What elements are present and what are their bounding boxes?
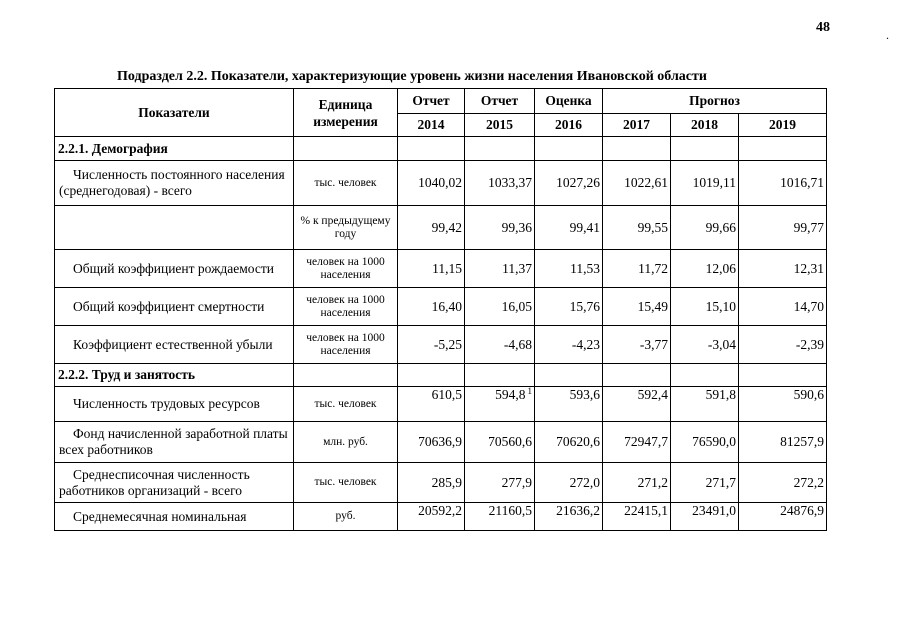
value-text: 1019,11 [692,175,736,190]
value-cell [603,250,671,288]
value-text: 20592,2 [418,503,462,518]
value-text: 70620,6 [556,434,600,449]
value-text: -4,23 [571,336,600,352]
value-text: 23491,0 [692,503,736,518]
indicator-label: Общий коэффициент смертности [55,288,294,326]
value-text: 22415,1 [624,503,668,518]
value-text: 11,72 [638,260,668,276]
value-cell [535,326,603,364]
table-row [55,250,827,288]
empty-cell [465,137,535,161]
value-text: 1040,02 [418,175,462,190]
section-label: 2.2.2. Труд и занятость [55,364,294,387]
header-estimate: Оценка [535,89,603,114]
value-cell [465,206,535,250]
value-text: 285,9 [431,474,462,490]
value-cell [465,250,535,288]
indicator-label [55,206,294,250]
value-cell [671,463,739,503]
header-year: 2018 [671,114,739,137]
value-text: 76590,0 [692,434,736,449]
empty-cell [294,364,398,387]
value-cell [739,206,827,250]
section-row [55,364,827,387]
value-cell [398,250,465,288]
section-row [55,137,827,161]
header-year: 2014 [398,114,465,137]
header-indicator: Показатели [55,89,294,137]
page-number: 48 [816,20,830,35]
value-text: 14,70 [793,298,824,314]
value-text: -5,25 [433,336,462,352]
header-report-2014: Отчет [398,89,465,114]
indicator-label: Численность постоянного населения (среднегодовая) - всего [55,161,294,206]
value-text: 1022,61 [624,175,668,190]
value-text: 271,2 [637,474,668,490]
value-cell [535,463,603,503]
value-cell [398,206,465,250]
header-report-2015: Отчет [465,89,535,114]
value-cell [739,503,827,531]
indicator-label: Среднесписочная численность работников организаций - всего [55,463,294,503]
header-forecast: Прогноз [603,89,827,114]
value-cell [465,463,535,503]
header-year: 2019 [739,114,827,137]
value-cell [603,206,671,250]
value-text: -4,68 [503,336,532,352]
value-cell [739,463,827,503]
value-text: 15,76 [569,298,600,314]
value-text: 610,5 [431,387,462,402]
header-row-1 [55,89,827,114]
empty-cell [535,137,603,161]
table-row [55,206,827,250]
value-cell [398,288,465,326]
value-cell [671,387,739,422]
value-cell [398,161,465,206]
value-text: 15,49 [637,298,668,314]
value-cell [398,326,465,364]
unit-cell: млн. руб. [294,422,398,463]
value-text: 16,40 [431,298,462,314]
value-cell [465,422,535,463]
header-year: 2016 [535,114,603,137]
table-row [55,161,827,206]
empty-cell [603,137,671,161]
value-text: 21636,2 [556,503,600,518]
value-text: 593,6 [569,387,600,402]
value-cell [465,288,535,326]
value-text: 70636,9 [418,434,462,449]
value-text: 16,05 [501,298,532,314]
value-cell [535,503,603,531]
value-text: 72947,7 [624,434,668,449]
value-cell [739,161,827,206]
value-cell [603,288,671,326]
value-cell [535,161,603,206]
header-year: 2017 [603,114,671,137]
value-cell [603,463,671,503]
value-cell [535,206,603,250]
value-text: 271,7 [705,474,736,490]
table-row [55,326,827,364]
empty-cell [398,364,465,387]
empty-cell [603,364,671,387]
value-text: 1016,71 [780,175,824,190]
value-cell [739,387,827,422]
table-row [55,463,827,503]
empty-cell [465,364,535,387]
value-cell [671,161,739,206]
value-cell [603,161,671,206]
section-title: Подраздел 2.2. Показатели, характеризующие уровень жизни населения Ивановской области [117,69,707,84]
unit-cell: человек на 1000 населения [294,288,398,326]
unit-cell: человек на 1000 населения [294,326,398,364]
unit-cell: тыс. человек [294,387,398,422]
unit-cell: тыс. человек [294,161,398,206]
value-text: 21160,5 [488,503,532,518]
indicators-table [54,88,827,531]
indicator-label: Численность трудовых ресурсов [55,387,294,422]
value-text: 81257,9 [780,434,824,449]
value-cell [671,422,739,463]
table-row [55,288,827,326]
value-text: 1027,26 [556,175,600,190]
table-row [55,503,827,531]
value-text: -3,77 [639,336,668,352]
value-cell [671,206,739,250]
footnote-marker: 1 [527,386,532,396]
value-text: 99,55 [637,219,668,235]
value-cell [739,288,827,326]
value-cell [535,250,603,288]
value-cell [535,288,603,326]
value-cell [465,387,535,422]
empty-cell [739,364,827,387]
value-text: 24876,9 [780,503,824,518]
value-text: 272,2 [793,474,824,490]
value-text: 99,42 [431,219,462,235]
value-cell [603,326,671,364]
value-text: 591,8 [705,387,736,402]
value-text: 99,66 [705,219,736,235]
value-text: 99,41 [569,219,600,235]
value-cell [465,503,535,531]
value-text: 1033,37 [488,175,532,190]
indicator-label: Среднемесячная номинальная [55,503,294,531]
value-cell [535,422,603,463]
value-text: 272,0 [569,474,600,490]
value-text: 11,53 [570,260,600,276]
empty-cell [671,137,739,161]
empty-cell [398,137,465,161]
value-cell [671,326,739,364]
indicator-label: Общий коэффициент рождаемости [55,250,294,288]
scan-speck: . [886,28,889,42]
value-text: 70560,6 [488,434,532,449]
header-year: 2015 [465,114,535,137]
value-cell [398,503,465,531]
header-unit: Единица измерения [294,89,398,137]
value-text: 11,37 [502,260,532,276]
table-row [55,387,827,422]
value-cell [671,250,739,288]
value-text: -3,04 [707,336,736,352]
value-text: 99,36 [501,219,532,235]
value-text: -2,39 [795,336,824,352]
empty-cell [739,137,827,161]
unit-cell: человек на 1000 населения [294,250,398,288]
value-cell [465,326,535,364]
section-label: 2.2.1. Демография [55,137,294,161]
value-cell [739,422,827,463]
value-text: 277,9 [501,474,532,490]
value-text: 15,10 [705,298,736,314]
indicator-label: Фонд начисленной заработной платы всех работников [55,422,294,463]
value-text: 12,06 [705,260,736,276]
value-text: 590,6 [793,387,824,402]
value-cell [535,387,603,422]
value-cell [398,422,465,463]
indicator-label: Коэффициент естественной убыли [55,326,294,364]
value-cell [465,161,535,206]
unit-cell: тыс. человек [294,463,398,503]
value-cell [671,288,739,326]
empty-cell [535,364,603,387]
value-cell [739,250,827,288]
value-text: 11,15 [432,260,462,276]
empty-cell [294,137,398,161]
empty-cell [671,364,739,387]
value-text: 12,31 [793,260,824,276]
table-row [55,422,827,463]
value-cell [739,326,827,364]
value-cell [603,422,671,463]
value-text: 99,77 [793,219,824,235]
value-text: 594,8 [495,387,526,402]
value-cell [603,387,671,422]
value-cell [603,503,671,531]
value-text: 592,4 [637,387,668,402]
unit-cell: % к предыдущему году [294,206,398,250]
value-cell [398,463,465,503]
value-cell [398,387,465,422]
unit-cell: руб. [294,503,398,531]
value-cell [671,503,739,531]
